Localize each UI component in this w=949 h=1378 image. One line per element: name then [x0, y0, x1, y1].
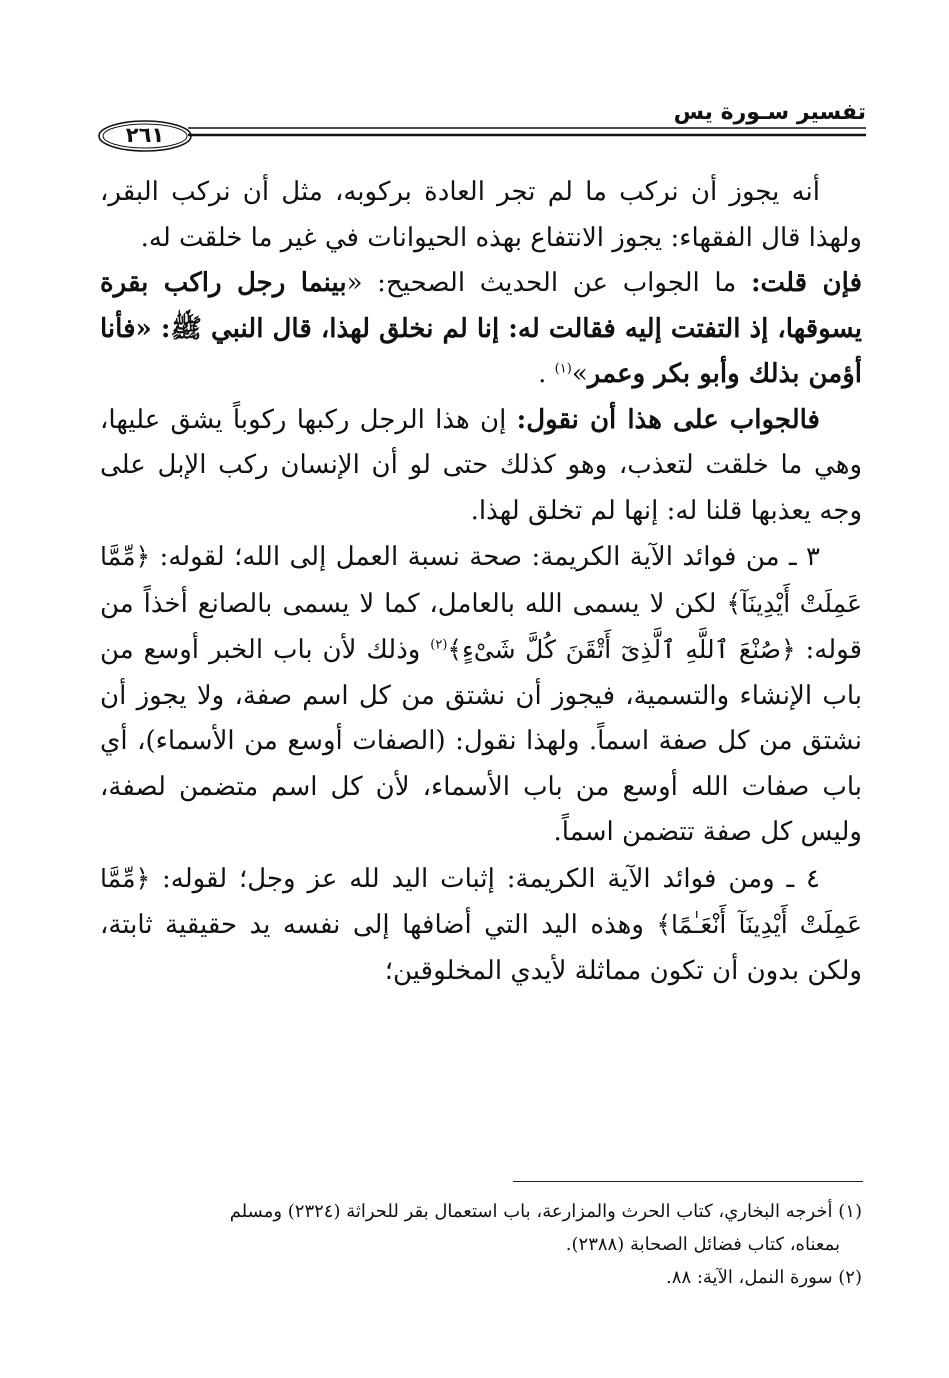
header-title: تفسير سـورة يس — [673, 100, 866, 125]
p2-hadith: بينما رجل راكب بقرة يسوقها، إذ التفتت إليه فقالت له: إنا لم نخلق لهذا، قال النبي ﷺ: «فأنا أؤمن بذلك وأبو بكر وعمر — [100, 268, 862, 389]
paragraph-2 — [100, 261, 862, 398]
p2-text: ما الجواب عن الحديث الصحيح: « — [346, 268, 751, 298]
page-number: ٢٦١ — [125, 123, 165, 147]
footnote-ref-1[interactable]: (١) — [554, 361, 572, 377]
paragraph-4 — [100, 534, 862, 856]
footnote-1: (١) أخرجه البخاري، كتاب الحرث والمزارعة، باب استعمال بقر للحراثة (٢٣٢٤) ومسلم — [229, 1201, 862, 1222]
header-ornament — [96, 116, 866, 156]
p3-text: إن هذا الرجل ركبها ركوباً يشق عليها، وهي ما خلقت لتعذب، وهو كذلك حتى لو أن الإنسان ركب الإبل على وجه يعذبها قلنا له: إنها لم تخلق لهذا. — [100, 404, 862, 526]
quran-quote-1: ﴿مِّمَّا عَمِلَتْ أَيْدِينَآ﴾ — [100, 542, 862, 618]
p5-text-b: وهذه اليد التي أضافها إلى نفسه يد حقيقية ثابتة، ولكن بدون أن تكون مماثلة لأيدي المخلوقين؛ — [100, 910, 862, 986]
p2-lead: فإن قلت: — [750, 268, 862, 298]
p2-close: » — [571, 359, 588, 389]
p5-text-a: ٤ ـ ومن فوائد الآية الكريمة: إثبات اليد لله عز وجل؛ لقوله: — [150, 863, 820, 894]
footnote-2: (٢) سورة النمل، الآية: ٨٨. — [666, 1267, 862, 1288]
footnotes — [100, 1195, 862, 1294]
p4-text-c: وذلك لأن باب الخبر أوسع من باب الإنشاء والتسمية، فيجوز أن نشتق من كل اسم صفة، ولا يجوز أن نشتق من كل صفة اسماً. ولهذا نقول: (الصفات أوسع من الأسماء)، أي باب صفات الله أوسع من باب الأسماء، لأن كل اسم متضمن لصفة، وليس كل صفة تتضمن اسماً. — [100, 635, 862, 847]
paragraph-1 — [100, 170, 862, 261]
p4-text-b: لكن لا يسمى الله بالعامل، كما لا يسمى بالصانع أخذاً من قوله: — [100, 588, 863, 665]
footnote-ref-2[interactable]: (٢) — [430, 637, 448, 653]
running-header — [96, 96, 866, 156]
paragraph-3 — [100, 398, 862, 535]
p1-text: أنه يجوز أن نركب ما لم تجر العادة بركوبه، مثل أن نركب البقر، ولهذا قال الفقهاء: يجوز الانتفاع بهذه الحيوانات في غير ما خلقت له. — [100, 177, 862, 253]
p2-end: . — [538, 359, 555, 389]
footnote-rule — [513, 1181, 863, 1182]
p4-text-a: ٣ ـ من فوائد الآية الكريمة: صحة نسبة العمل إلى الله؛ لقوله: — [150, 542, 820, 572]
p3-lead: فالجواب على هذا أن نقول: — [516, 404, 820, 435]
main-text — [100, 170, 862, 994]
quran-quote-3: ﴿مِّمَّا عَمِلَتْ أَيْدِينَآ أَنْعَـٰمًا﴾ — [100, 863, 862, 939]
quran-quote-2: ﴿صُنْعَ ٱللَّهِ ٱلَّذِىٓ أَتْقَنَ كُلَّ شَىْءٍ﴾ — [447, 635, 796, 664]
paragraph-5 — [100, 856, 862, 995]
footnote-1-cont: بمعناه، كتاب فضائل الصحابة (٢٣٨٨). — [565, 1234, 840, 1255]
